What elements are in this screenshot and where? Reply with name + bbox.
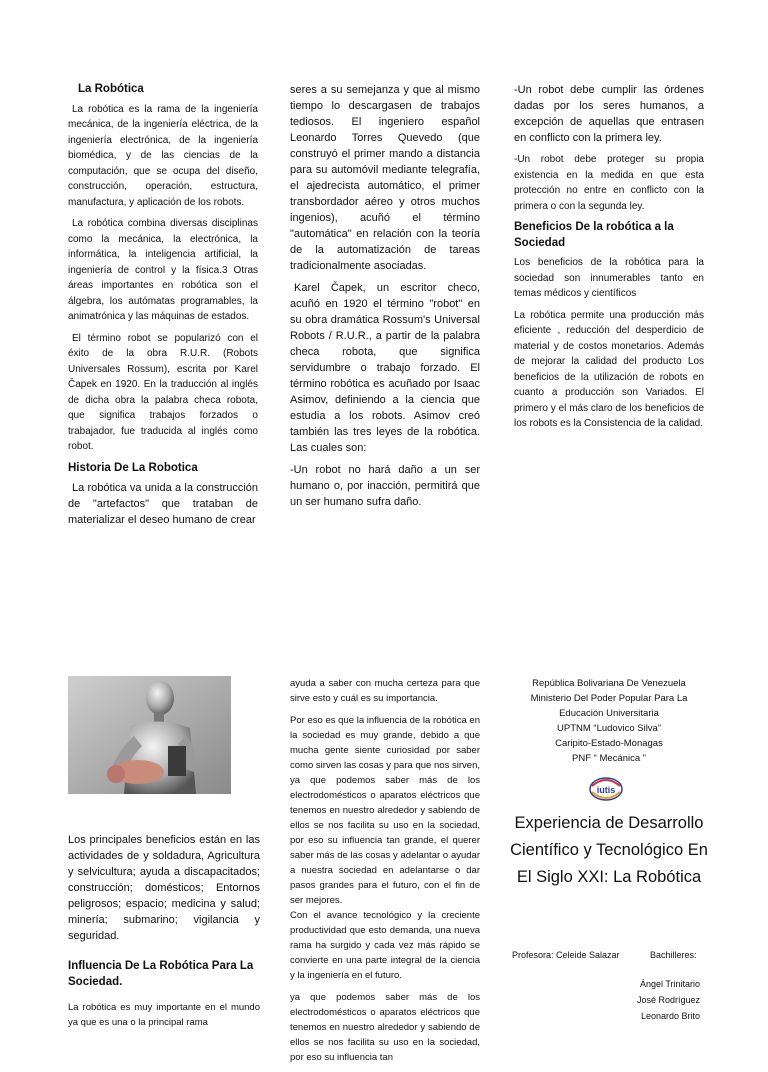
- paragraph: -Un robot debe cumplir las órdenes dadas por los seres humanos, a excepción de aquellas que entrasen en conflicto con la primera ley.: [514, 84, 704, 144]
- paragraph: seres a su semejanza y que al mismo tiempo lo descargasen de trabajos tediosos. El ingeniero español Leonardo Torres Quevedo (que construyó el primer mando a distancia para su automóvil mediante telegrafía, el ajedrecista automático, el primer transbordador aéreo y otros muchos ingenios), acuñó el término "automática" en relación con la teoría de la automatización de tareas tradicionalmente asociadas.: [290, 84, 480, 272]
- lower-column-two: [290, 676, 480, 1072]
- paragraph: La robótica es la rama de la ingeniería mecánica, de la ingeniería eléctrica, de la ingeniería electrónica, de la ingeniería biomédica, y de las ciencias de la computación, que se ocupa del diseño, construcción, operación, estructura, manufactura, y aplicación de los robots.: [68, 103, 258, 208]
- cover-line: República Bolivariana De Venezuela: [532, 678, 686, 689]
- document-title: Experiencia de Desarrollo Científico y Tecnológico En El Siglo XXI: La Robótica: [510, 814, 708, 886]
- paragraph: ya que podemos saber más de los electrodomésticos o aparatos eléctricos que tenemos en nuestro alrededor y sabiendo de ellos se nos facilita su uso en la sociedad, por eso su influencia tan: [290, 992, 480, 1063]
- student-name: Leonardo Brito: [640, 1011, 700, 1021]
- heading-la-robotica: La Robótica: [78, 83, 144, 95]
- paragraph: Los principales beneficios están en las actividades de y soldadura, Agricultura y selvicultura; ayuda a discapacitados; construcción; domésticos; Entornos peligrosos; espacio; medicina y salud; minería; submarino; vigilancia y seguridad.: [68, 834, 260, 942]
- column-three: [514, 82, 704, 438]
- cover-line: UPTNM “Ludovico Silva”: [557, 723, 661, 734]
- paragraph: -Un robot debe proteger su propia existencia en la medida en que esta protección no entre en conflicto con la primera o con la segunda ley.: [514, 154, 704, 212]
- heading-historia: Historia De La Robotica: [68, 461, 198, 474]
- paragraph: Con el avance tecnológico y la creciente productividad que esto demanda, una nueva rama ha surgido y cada vez más rápido se convierte en una parte integral de la ciencia y la ingeniería en el futuro.: [290, 910, 480, 981]
- lower-column-one: [68, 832, 260, 1036]
- paragraph: La robótica combina diversas disciplinas como la mecánica, la electrónica, la informática, la inteligencia artificial, la ingeniería de control y la física.3 Otras áreas importantes en robótica son el álgebra, los autómatas programables, la animatrónica y las máquinas de estados.: [68, 218, 258, 322]
- heading-influencia: Influencia De La Robótica Para La Sociedad.: [68, 960, 254, 988]
- cover-line: Ministerio Del Poder Popular Para La: [530, 693, 688, 704]
- professor-label: Profesora: Celeide Salazar: [512, 950, 620, 960]
- paragraph: ayuda a saber con mucha certeza para que sirve esto y cuál es su importancia.: [290, 678, 480, 704]
- student-name: Ángel Trinitario: [639, 979, 700, 989]
- robot-holding-baby-photo: [68, 676, 231, 794]
- column-one: [68, 82, 258, 534]
- paragraph: El término robot se popularizó con el éxito de la obra R.U.R. (Robots Universales Rossum), escrita por Karel Čapek en 1920. En la traducción al inglés de dicha obra la palabra checa robota, que significa trabajos forzados o trabajador, fue traducida al inglés como robot.: [68, 332, 258, 452]
- cover-line: Caripito-Estado-Monagas: [555, 738, 663, 749]
- paragraph: La robótica permite una producción más eficiente , reducción del desperdicio de material y de costos monetarios. Además de mejorar la calidad del producto Los beneficios de la utilización de robots en cuanto a producción son Variados. El primero y el más claro de los beneficios de los robots es la Consistencia de la calidad.: [514, 309, 704, 429]
- paragraph: La robótica es muy importante en el mundo ya que es una o la principal rama: [68, 1002, 260, 1028]
- column-two: [290, 82, 480, 516]
- heading-beneficios: Beneficios De la robótica a la Sociedad: [514, 221, 674, 249]
- paragraph: Los beneficios de la robótica para la sociedad son innumerables tanto en temas médicos y científicos: [514, 257, 704, 299]
- paragraph: Karel Čapek, un escritor checo, acuñó en 1920 el término "robot" en su obra dramática Rossum's Universal Robots / R.U.R., a partir de la palabra checa robota, que significa servidumbre o trabajo forzado. El término robótica es acuñado por Isaac Asimov, definiendo a la ciencia que estudia a los robots. Asimov creó también las tres leyes de la robótica. Las cuales son:: [290, 282, 480, 454]
- student-name: José Rodríguez: [636, 995, 700, 1005]
- students-list: [600, 976, 700, 1024]
- svg-text:iutis: iutis: [596, 785, 616, 795]
- paragraph: La robótica va unida a la construcción de "artefactos" que trataban de materializar el deseo humano de crear: [68, 482, 258, 526]
- institution-logo-icon: [588, 776, 624, 802]
- cover-line: PNF “ Mecánica ”: [572, 753, 646, 764]
- paragraph: Por eso es que la influencia de la robótica en la sociedad es muy grande, debido a que mucha gente siente curiosidad por saber como sirven las cosas y para que nos sirven, ya que podemos saber más de los electrodomésticos o aparatos eléctricos que tenemos en nuestro alrededor y sabiendo de ellos se nos facilita su uso en la sociedad, por eso su influencia tan grande, el querer saber más de las cosas y adelantar o ayudar a nuestra sociedad en adelantarse o dar pasos grandes para el futuro, con el fin de ser mejores.: [290, 715, 480, 906]
- cover-institution-header: [514, 676, 704, 766]
- students-label: Bachilleres:: [650, 950, 697, 960]
- cover-line: Educación Universitaria: [559, 708, 659, 719]
- paragraph: -Un robot no hará daño a un ser humano o, por inacción, permitirá que un ser humano sufra daño.: [290, 464, 480, 508]
